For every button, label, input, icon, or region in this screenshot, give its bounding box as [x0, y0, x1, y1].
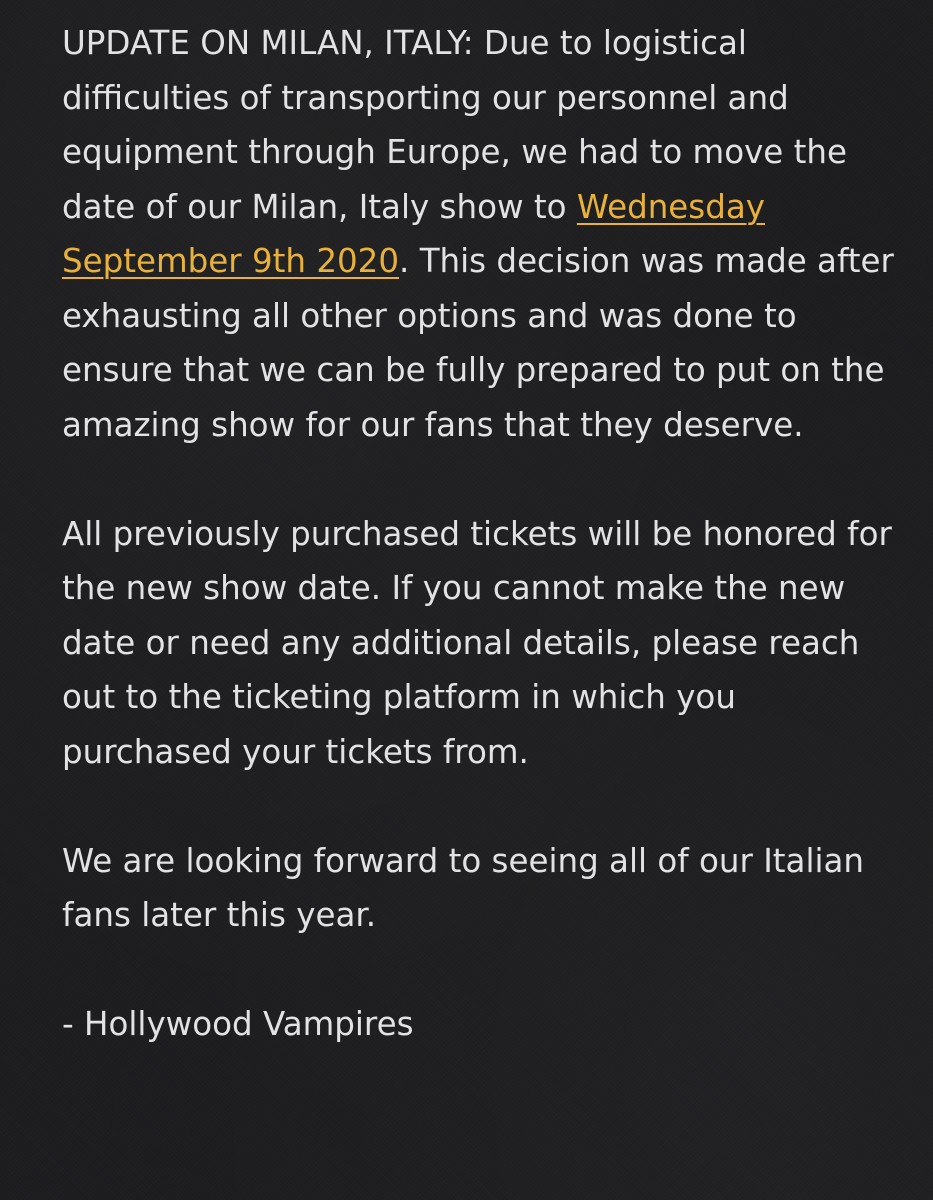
date-link[interactable]: Wednesday September 9th 2020	[62, 187, 766, 280]
tickets-paragraph: All previously purchased tickets will be honored for the new show date. If you cannot make the new date or need any additional details, please reach out to the ticketing platform in which you purchased your tickets from.	[62, 514, 892, 771]
closing-paragraph: We are looking forward to seeing all of our Italian fans later this year.	[62, 841, 865, 934]
announcement-text-start: UPDATE ON MILAN, ITALY: Due to logistical difficulties of transporting our personnel and equipment through Europe, we had to move the date of our Milan, Italy show to	[62, 24, 847, 226]
note-body	[62, 16, 912, 1052]
signature: - Hollywood Vampires	[62, 1005, 414, 1043]
announcement-text-end: . This decision was made after exhausting all other options and was done to ensure that we can be fully prepared to put on the amazing show for our fans that they deserve.	[62, 242, 894, 444]
announcement-paragraph	[62, 16, 912, 452]
